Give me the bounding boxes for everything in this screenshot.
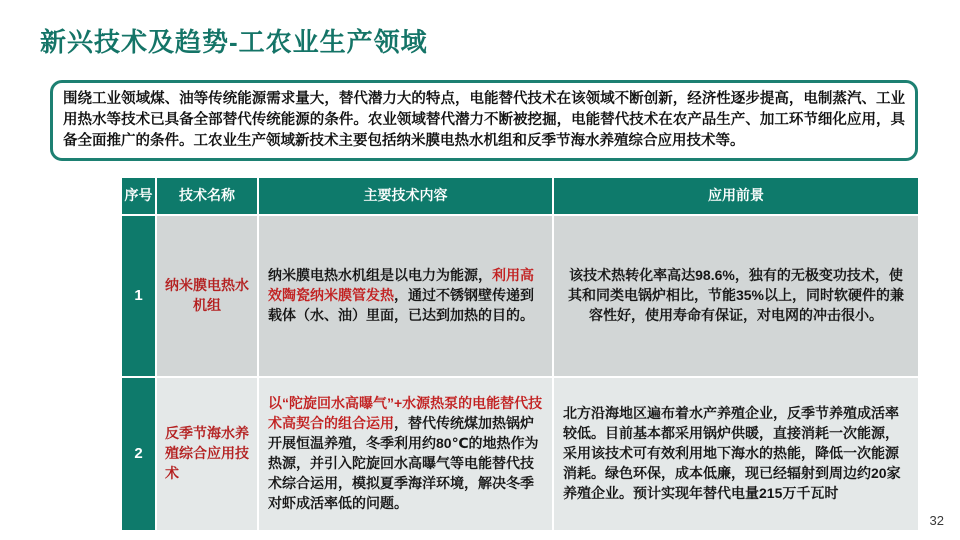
row1-tech-name: 纳米膜电热水机组 (157, 216, 257, 376)
row2-tech-content (259, 378, 552, 530)
row1-tech-content-text (268, 266, 543, 326)
row1-content-pre: 纳米膜电热水机组是以电力为能源， (268, 267, 492, 284)
intro-box (50, 80, 918, 161)
table-header-index: 序号 (122, 178, 155, 214)
page-title: 新兴技术及趋势-工农业生产领域 (40, 27, 428, 57)
table-header-prospect: 应用前景 (554, 178, 918, 214)
row2-index: 2 (122, 378, 155, 530)
row1-content-highlight: 利用高效陶瓷纳米膜管发热 (268, 267, 534, 304)
row2-content-highlight: 以“陀旋回水高曝气”+水源热泵的电能替代技术高契合的组合运用 (268, 395, 543, 432)
intro-text: 围绕工业领域煤、油等传统能源需求量大，替代潜力大的特点，电能替代技术在该领域不断创新，经济性逐步提高，电制蒸汽、工业用热水等技术已具备全部替代传统能源的条件。农业领域替代潜力不断被挖掘，电能替代技术在农产品生产、加工环节细化应用，具备全面推广的条件。工农业生产领域新技术主要包括纳米膜电热水机组和反季节海水养殖综合应用技术等。 (63, 91, 905, 150)
row1-tech-content (259, 216, 552, 376)
row1-prospect: 该技术热转化率高达98.6%，独有的无极变功技术，使其和同类电锅炉相比，节能35%以上，同时软硬件的兼容性好，使用寿命有保证，对电网的冲击很小。 (554, 216, 918, 376)
row1-index: 1 (122, 216, 155, 376)
table-header-content: 主要技术内容 (259, 178, 552, 214)
row2-tech-content-text (268, 394, 543, 513)
row2-tech-name: 反季节海水养殖综合应用技术 (157, 378, 257, 530)
table-header-name: 技术名称 (157, 178, 257, 214)
page-number: 32 (929, 513, 944, 528)
row2-content-post: ，替代传统煤加热锅炉开展恒温养殖，冬季利用约80℃的地热作为热源，并引入陀旋回水高曝气等电能替代技术综合运用，模拟夏季海洋环境，解决冬季对虾成活率低的问题。 (268, 415, 539, 511)
row2-prospect: 北方沿海地区遍布着水产养殖企业，反季节养殖成活率较低。目前基本都采用锅炉供暖，直接消耗一次能源，采用该技术可有效利用地下海水的热能，降低一次能源消耗。绿色环保，成本低廉，现已经辐射到周边约20家养殖企业。预计实现年替代电量215万千瓦时 (554, 378, 918, 530)
tech-table (122, 178, 918, 530)
row1-content-post: ，通过不锈钢壁传递到载体（水、油）里面，已达到加热的目的。 (268, 287, 534, 323)
